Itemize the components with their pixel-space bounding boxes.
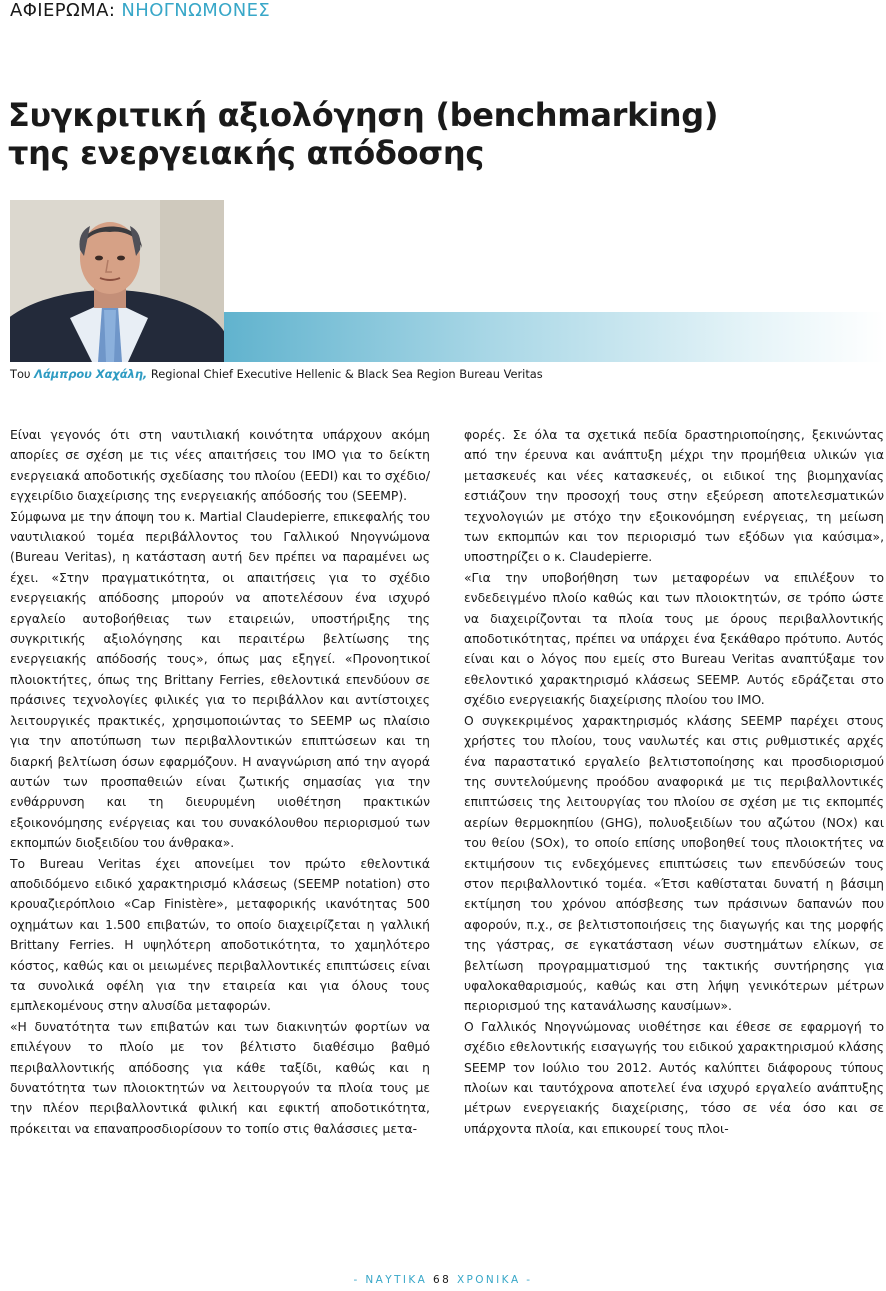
- paragraph: «Η δυνατότητα των επιβατών και των διακινητών φορτίων να επιλέγουν το πλοίο με τον βέλτιστο διαθέσιμο βαθμό περιβαλλοντικής απόδοσης για κάθε ταξίδι, καθώς και η δυνατότητα των πλοιοκτητών να λειτουργούν τα πλοία τους με την πλέον περιβαλλοντικά φιλική και εφικτή αποδοτικότητα, πρόκειται να επαναπροσδιορίσουν το τοπίο στις θαλάσσιες μετα-: [10, 1019, 430, 1136]
- byline-role: Regional Chief Executive Hellenic & Black Sea Region Bureau Veritas: [150, 367, 543, 381]
- byline-author: Λάμπρου Χαχάλη,: [34, 367, 148, 381]
- photo-band: [10, 200, 886, 362]
- footer-left: - ΝΑΥΤΙΚΑ: [353, 1274, 428, 1286]
- section-label: ΑΦΙΕΡΩΜΑ:: [10, 0, 116, 21]
- section-accent: ΝΗΟΓΝΩΜΟΝΕΣ: [121, 0, 271, 21]
- footer-right: ΧΡΟΝΙΚΑ -: [456, 1274, 533, 1286]
- article-title: [8, 96, 868, 172]
- author-portrait: [10, 200, 224, 362]
- paragraph: Ο Γαλλικός Νηογνώμονας υιοθέτησε και έθεσε σε εφαρμογή το σχέδιο εθελοντικής εισαγωγής του ειδικού χαρακτηρισμού κλάσης SEEMP τον Ιούλιο του 2012. Αυτός καλύπτει διάφορους τύπους πλοίων και ταυτόχρονα αποτελεί ένα ισχυρό εργαλείο ανάπτυξης μέτρων ενεργειακής διαχείρισης, τόσο σε νέα όσο και σε υπάρχοντα πλοία, και επικουρεί τους πλοι-: [464, 1019, 884, 1136]
- article-column-right: [464, 425, 884, 1139]
- title-line-2: της ενεργειακής απόδοσης: [8, 134, 485, 172]
- paragraph: Ο συγκεκριμένος χαρακτηρισμός κλάσης SEEMP παρέχει στους χρήστες του πλοίου, τους ναυλωτές και στις ρυθμιστικές αρχές ένα παραστατικό εργαλείο βελτιστοποίησης και προσδιορισμού της συντελούμενης προόδου αναφορικά με τις περιβαλλοντικές επιπτώσεις της λειτουργίας του πλοίου σε σχέση με τις εκπομπές αερίων θερμοκηπίου (GHG), πολυοξειδίων του αζώτου (NOx) και του θείου (SOx), το οποίο επίσης υποβοηθεί τους πλοιοκτήτες να εκτιμήσουν τις ενδεχόμενες επιπτώσεις των επενδύσεών τους στον περιβαλλοντικό τομέα. «Έτσι καθίσταται δυνατή η βάσιμη εκτίμηση του χρόνου απόσβεσης των πράσινων δαπανών που αφορούν, π.χ., σε βελτιστοποιήσεις της διαγωγής και της μορφής της γάστρας, σε εγκατάσταση νέων συστημάτων ελίκων, σε βελτίωση προγραμματισμού της τακτικής συντήρησης για υφαλοκαθαρισμούς, καθώς και στη λήψη γενικότερων μέτρων περιορισμού της κατανάλωσης καυσίμων».: [464, 713, 884, 1014]
- paragraph: Το Bureau Veritas έχει απονείμει τον πρώτο εθελοντικά αποδιδόμενο ειδικό χαρακτηρισμό κλάσεως (SEEMP notation) στο κρουαζιερόπλοιο «Cap Finistère», μεταφορικής ικανότητας 500 οχημάτων και 1.500 επιβατών, το οποίο διαχειρίζεται η γαλλική Brittany Ferries. Η υψηλότερη αποδοτικότητα, το χαμηλότερο κόστος, καθώς και οι μειωμένες περιβαλλοντικές επιπτώσεις είναι τα συνολικά οφέλη για την εταιρεία και για όλους τους εμπλεκομένους στην αλυσίδα μεταφορών.: [10, 856, 430, 1014]
- byline-prefix: Του: [10, 367, 31, 381]
- portrait-image: [10, 200, 224, 362]
- section-header: [10, 0, 270, 24]
- paragraph: «Για την υποβοήθηση των μεταφορέων να επιλέξουν το ενδεδειγμένο πλοίο καθώς και των πλοιοκτητών, σε τρόπο ώστε να διαχειρίζονται τα πλοία τους με όρους περιβαλλοντικής αποδοτικότητας, πρέπει να υπάρχει ένα ξεκάθαρο πρότυπο. Αυτός είναι και ο λόγος που εμείς στο Bureau Veritas αναπτύξαμε τον εθελοντικό χαρακτηρισμό κλάσεως SEEMP. Αυτός εδράζεται στο σχέδιο ενεργειακής διαχείρισης πλοίου του IMO.: [464, 570, 884, 708]
- page-number: 68: [433, 1274, 452, 1286]
- title-line-1: Συγκριτική αξιολόγηση (benchmarking): [8, 96, 719, 134]
- paragraph: Είναι γεγονός ότι στη ναυτιλιακή κοινότητα υπάρχουν ακόμη απορίες σε σχέση με τις νέες απαιτήσεις του IMO για το δείκτη ενεργειακά αποδοτικής σχεδίασης του πλοίου (EEDI) και το σχέδιο/εγχειρίδιο διαχείρισης της ενεργειακής απόδοσής του (SEEMP).: [10, 428, 430, 504]
- paragraph: φορές. Σε όλα τα σχετικά πεδία δραστηριοποίησης, ξεκινώντας από την έρευνα και ανάπτυξη μέχρι την προμήθεια υλικών για μετασκευές και νέες κατασκευές, οι ειδικοί της βιομηχανίας εστιάζουν την προσοχή τους στην εξεύρεση αποτελεσματικών τεχνολογιών με στόχο την εξοικονόμηση ενέργειας, τη μείωση των εκπομπών και τον περιορισμό των εξόδων για καύσιμα», υποστηρίζει ο κ. Claudepierre.: [464, 428, 884, 565]
- article-column-left: [10, 425, 430, 1139]
- byline: [10, 366, 880, 382]
- paragraph: Σύμφωνα με την άποψη του κ. Martial Claudepierre, επικεφαλής του ναυτιλιακού τομέα περιβάλλοντος του Γαλλικού Νηογνώμονα (Bureau Veritas), η κατάσταση αυτή δεν πρέπει να παραμένει ως έχει. «Στην πραγματικότητα, οι απαιτήσεις για το σχέδιο ενεργειακής απόδοσης μπορούν να αποτελέσουν ένα ισχυρό εργαλείο αυτοβοήθειας των εταιρειών, υποστήριξης της συγκριτικής αξιολόγησης και περαιτέρω βελτίωσης της ενεργειακής απόδοσής τους», όπως μας εξηγεί. «Προνοητικοί πλοιοκτήτες, όπως της Brittany Ferries, εθελοντικά επενδύουν σε πράσινες τεχνολογίες φιλικές για το περιβάλλον και αντίστοιχες λειτουργικές πρακτικές, χρησιμοποιώντας το SEEMP ως πλαίσιο για την αποτύπωση των περιβαλλοντικών επιπτώσεων και τη διαρκή βελτίωση όσων εφαρμόζουν. Η αναγνώριση από την αγορά αυτών των προσπαθειών είναι ζωτικής σημασίας για την ενθάρρυνση και τη διευρυμένη υιοθέτηση πρακτικών εξοικονόμησης ενέργειας και του συνακόλουθου περιορισμού των εκπομπών διοξειδίου του άνθρακα».: [10, 509, 430, 851]
- page-footer: [300, 1274, 586, 1286]
- band-mask: [215, 200, 886, 312]
